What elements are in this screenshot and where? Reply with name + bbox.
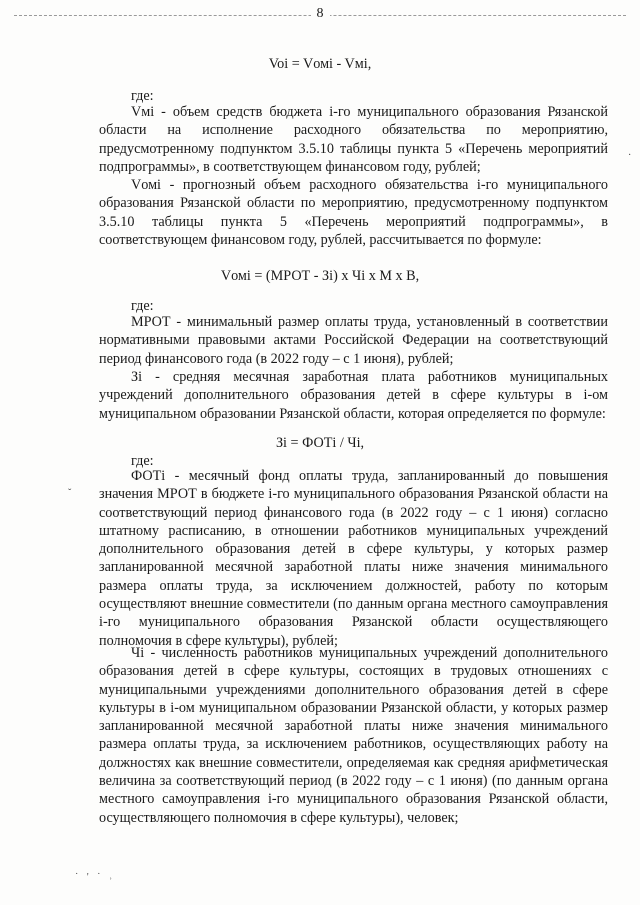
paragraph-vmi: Vмi - объем средств бюджета i-го муниципального образования Рязанской области на исполнение расходного обязательства по мероприятию, предусмотренному подпунктом 3.5.10 таблицы пункта 5 «Перечень мероприятий подпрограммы», в соответствующем финансовом году, рублей; [99, 104, 608, 175]
scan-speck: ˙ ' ˙ ˒ [75, 872, 116, 883]
where-label: где: [131, 88, 154, 104]
page-number: 8 [0, 6, 640, 22]
scan-speck: ˇ [68, 488, 72, 499]
scan-speck: · [628, 150, 632, 161]
where-label: где: [131, 298, 154, 314]
formula-vomi: Vомi = (МРОТ - Зi) х Чi х М х В, [220, 268, 420, 284]
formula-zi: Зi = ФОТi / Чi, [275, 435, 365, 451]
paragraph-zi: Зi - средняя месячная заработная плата работников муниципальных учреждений дополнительного образования детей в сфере культуры в i-ом муниципальном образовании Рязанской области, которая определяется по формуле: [99, 369, 608, 422]
paragraph-chi: Чi - численность работников муниципальных учреждений дополнительного образования детей в сфере культуры, состоящих в трудовых отношениях с муниципальными учреждениями дополнительного образования детей в сфере культуры в i-ом муниципальном образовании Рязанской области, у которых размер запланированной месячной заработной платы ниже значения минимального размера оплаты труда, за исключением работников, осуществляющих работу на должностях как внешние совместители, определяемая как средняя арифметическая величина за соответствующий период (в 2022 году – с 1 июня) (по данным органа местного самоуправления i-го муниципального образования Рязанской области, осуществляющего полномочия в сфере культуры), человек; [99, 645, 608, 826]
paragraph-mrot: МРОТ - минимальный размер оплаты труда, установленный в соответствии нормативными правовыми актами Российской Федерации на соответствующий период финансового года (в 2022 году – с 1 июня), рублей; [99, 314, 608, 367]
paragraph-vomi: Vомi - прогнозный объем расходного обязательства i-го муниципального образования Рязанской области по мероприятию, предусмотренному подпунктом 3.5.10 таблицы пункта 5 «Перечень мероприятий подпрограммы», в соответствующем финансовом году, рублей, рассчитывается по формуле: [99, 177, 608, 248]
formula-voi: Voi = Vомi - Vмi, [268, 56, 372, 72]
where-label: где: [131, 453, 154, 469]
paragraph-foti: ФОТi - месячный фонд оплаты труда, запланированный до повышения значения МРОТ в бюджете i-го муниципального образования Рязанской области на соответствующий период финансового года (в 2022 году – с 1 июня) согласно штатному расписанию, в отношении работников муниципальных учреждений дополнительного образования детей в сфере культуры, у которых размер запланированной месячной заработной платы ниже значения минимального размера оплаты труда, за исключением должностей, работу по которым осуществляют внешние совместители (по данным органа местного самоуправления i-го муниципального образования Рязанской области осуществляющего полномочия в сфере культуры), рублей; [99, 468, 608, 649]
